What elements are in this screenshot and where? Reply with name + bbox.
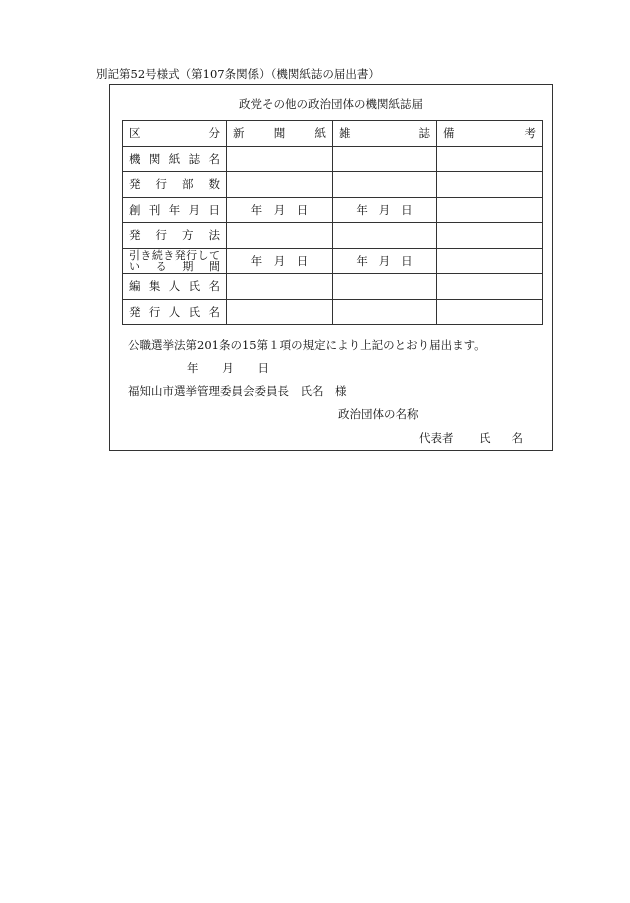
remarks-cell[interactable]: [437, 248, 543, 274]
representative-line: [419, 430, 523, 446]
magazine-cell[interactable]: [333, 172, 437, 198]
table-row: [123, 274, 543, 300]
table-header-row: [123, 121, 543, 147]
row-label-text: 発 行 方 法: [129, 228, 220, 243]
organization-name-label: 政治団体の名称: [338, 407, 419, 421]
column-header: [123, 121, 227, 147]
row-label: [123, 223, 227, 249]
newspaper-cell[interactable]: [227, 223, 333, 249]
newspaper-cell[interactable]: [227, 248, 333, 274]
row-label: [123, 146, 227, 172]
remarks-cell[interactable]: [437, 146, 543, 172]
magazine-cell[interactable]: [333, 146, 437, 172]
row-label-text: 創 刊 年 月 日: [129, 202, 220, 217]
column-header-text: 備 考: [443, 126, 536, 141]
date-year-label: 年: [187, 361, 199, 375]
date-placeholder: 年 月 日: [250, 202, 309, 217]
form-frame: [109, 84, 553, 451]
column-header: [227, 121, 333, 147]
addressee: 福知山市選挙管理委員会委員長 氏名 様: [128, 384, 347, 398]
table-row: [123, 172, 543, 198]
column-header-text: 新 聞 紙: [233, 126, 326, 141]
document-title: 政党その他の政治団体の機関紙誌届: [239, 97, 423, 111]
newspaper-cell[interactable]: [227, 146, 333, 172]
row-label-line2: い る 期 間: [129, 259, 220, 273]
table-row: [123, 223, 543, 249]
row-label-text: 機 関 紙 誌 名: [129, 151, 220, 166]
table-row: [123, 197, 543, 223]
magazine-cell[interactable]: [333, 299, 437, 325]
row-label: [123, 197, 227, 223]
table-row: [123, 248, 543, 274]
newspaper-cell[interactable]: [227, 197, 333, 223]
magazine-cell[interactable]: [333, 274, 437, 300]
table-row: [123, 299, 543, 325]
row-label: [123, 299, 227, 325]
column-header: [437, 121, 543, 147]
magazine-cell[interactable]: [333, 223, 437, 249]
date-placeholder: 年 月 日: [356, 202, 413, 217]
date-placeholder: 年 月 日: [356, 253, 413, 268]
row-label: [123, 248, 227, 274]
newspaper-cell[interactable]: [227, 172, 333, 198]
magazine-cell[interactable]: [333, 248, 437, 274]
row-label: [123, 172, 227, 198]
row-label: [123, 274, 227, 300]
form-caption: 別記第52号様式（第107条関係）（機関紙誌の届出書）: [96, 67, 380, 81]
row-label-line1: 引 き 続 き 発 行 し て: [129, 248, 220, 262]
table-row: [123, 146, 543, 172]
column-header-text: 区 分: [129, 126, 220, 141]
registration-table: [122, 120, 543, 325]
newspaper-cell[interactable]: [227, 299, 333, 325]
remarks-cell[interactable]: [437, 197, 543, 223]
representative-title: 代表者: [419, 431, 454, 445]
representative-name-label: 氏 名: [479, 431, 523, 445]
row-label-text: 発 行 人 氏 名: [129, 304, 220, 319]
row-label-text: 発 行 部 数: [129, 177, 220, 192]
submission-date: [187, 360, 269, 376]
magazine-cell[interactable]: [333, 197, 437, 223]
remarks-cell[interactable]: [437, 223, 543, 249]
date-day-label: 日: [257, 361, 269, 375]
column-header-text: 雑 誌: [339, 126, 430, 141]
row-label-text: 編 集 人 氏 名: [129, 279, 220, 294]
remarks-cell[interactable]: [437, 172, 543, 198]
date-month-label: 月: [222, 361, 234, 375]
column-header: [333, 121, 437, 147]
remarks-cell[interactable]: [437, 274, 543, 300]
newspaper-cell[interactable]: [227, 274, 333, 300]
date-placeholder: 年 月 日: [250, 253, 309, 268]
row-label-two-line: [129, 250, 220, 272]
legal-statement: 公職選挙法第201条の15第１項の規定により上記のとおり届出ます。: [128, 338, 486, 352]
remarks-cell[interactable]: [437, 299, 543, 325]
